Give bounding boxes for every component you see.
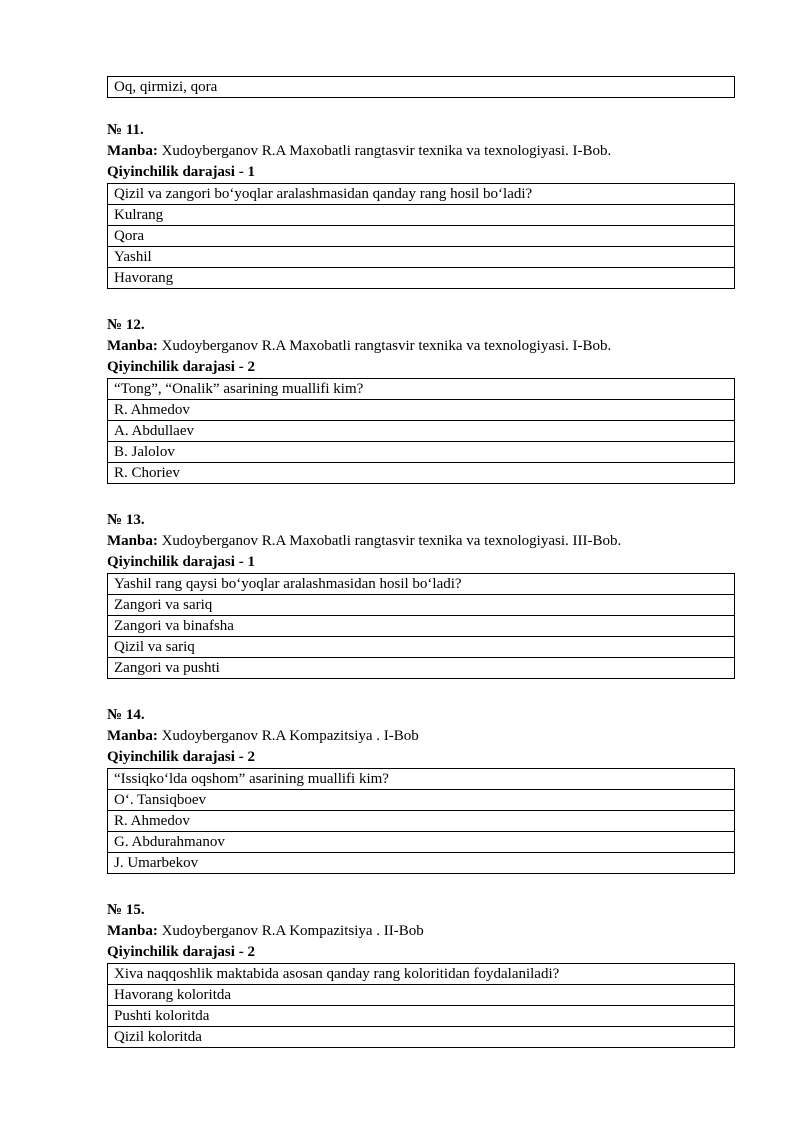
table-row [108, 853, 735, 874]
table-row [108, 1027, 735, 1048]
option-cell: Qizil va sariq [108, 637, 735, 658]
table-row [108, 964, 735, 985]
option-cell: R. Choriev [108, 463, 735, 484]
source-line [107, 726, 735, 747]
table-row [108, 379, 735, 400]
source-label: Manba: [107, 533, 158, 549]
option-cell: Oq, qirmizi, qora [108, 77, 735, 98]
difficulty-value: 2 [247, 944, 255, 960]
option-cell: Kulrang [108, 205, 735, 226]
option-cell: Havorang koloritda [108, 985, 735, 1006]
option-cell: R. Ahmedov [108, 811, 735, 832]
difficulty-label: Qiyinchilik darajasi - [107, 164, 248, 180]
source-label: Manba: [107, 143, 158, 159]
source-line [107, 921, 735, 942]
option-cell: Qora [108, 226, 735, 247]
difficulty-value: 2 [247, 749, 255, 765]
question-cell: Yashil rang qaysi bo‘yoqlar aralashmasidan hosil bo‘ladi? [108, 574, 735, 595]
source-line [107, 336, 735, 357]
source-text: Xudoyberganov R.A Maxobatli rangtasvir texnika va texnologiyasi. III-Bob. [161, 533, 622, 549]
source-text: Xudoyberganov R.A Kompazitsiya . II-Bob [161, 923, 424, 939]
option-cell: Pushti koloritda [108, 1006, 735, 1027]
option-cell: Zangori va pushti [108, 658, 735, 679]
source-line [107, 531, 735, 552]
table-row [108, 658, 735, 679]
question-block-12 [107, 315, 735, 484]
table-row [108, 790, 735, 811]
question-table [107, 378, 735, 484]
difficulty-line [107, 357, 735, 378]
source-text: Xudoyberganov R.A Kompazitsiya . I-Bob [161, 728, 419, 744]
difficulty-value: 1 [247, 164, 255, 180]
table-row [108, 247, 735, 268]
difficulty-line [107, 162, 735, 183]
source-line [107, 141, 735, 162]
difficulty-value: 2 [247, 359, 255, 375]
option-cell: G. Abdurahmanov [108, 832, 735, 853]
question-block-14 [107, 705, 735, 874]
table-row [108, 184, 735, 205]
option-cell: Zangori va sariq [108, 595, 735, 616]
option-cell: J. Umarbekov [108, 853, 735, 874]
question-block-15 [107, 900, 735, 1048]
source-text: Xudoyberganov R.A Maxobatli rangtasvir texnika va texnologiyasi. I-Bob. [161, 338, 612, 354]
table-row [108, 637, 735, 658]
option-cell: B. Jalolov [108, 442, 735, 463]
difficulty-line [107, 747, 735, 768]
question-cell: Xiva naqqoshlik maktabida asosan qanday rang koloritidan foydalaniladi? [108, 964, 735, 985]
option-cell: Yashil [108, 247, 735, 268]
option-cell: Qizil koloritda [108, 1027, 735, 1048]
difficulty-label: Qiyinchilik darajasi - [107, 359, 248, 375]
option-cell: A. Abdullaev [108, 421, 735, 442]
source-label: Manba: [107, 728, 158, 744]
table-row [108, 226, 735, 247]
question-number: № 13. [107, 512, 145, 528]
question-table [107, 183, 735, 289]
previous-question-table [107, 76, 735, 98]
table-row [108, 769, 735, 790]
option-cell: Havorang [108, 268, 735, 289]
table-row [108, 421, 735, 442]
table-row [108, 77, 735, 98]
difficulty-label: Qiyinchilik darajasi - [107, 554, 248, 570]
table-row [108, 595, 735, 616]
table-row [108, 205, 735, 226]
question-cell: “Issiqko‘lda oqshom” asarining muallifi kim? [108, 769, 735, 790]
table-row [108, 616, 735, 637]
table-row [108, 574, 735, 595]
source-label: Manba: [107, 338, 158, 354]
table-row [108, 400, 735, 421]
question-number: № 14. [107, 707, 145, 723]
table-row [108, 463, 735, 484]
question-table [107, 963, 735, 1048]
difficulty-line [107, 552, 735, 573]
source-text: Xudoyberganov R.A Maxobatli rangtasvir texnika va texnologiyasi. I-Bob. [161, 143, 612, 159]
question-cell: “Tong”, “Onalik” asarining muallifi kim? [108, 379, 735, 400]
difficulty-label: Qiyinchilik darajasi - [107, 749, 248, 765]
difficulty-label: Qiyinchilik darajasi - [107, 944, 248, 960]
question-table [107, 573, 735, 679]
option-cell: O‘. Tansiqboev [108, 790, 735, 811]
table-row [108, 1006, 735, 1027]
question-block-11 [107, 120, 735, 289]
table-row [108, 442, 735, 463]
question-number: № 12. [107, 317, 145, 333]
table-row [108, 985, 735, 1006]
question-cell: Qizil va zangori bo‘yoqlar aralashmasidan qanday rang hosil bo‘ladi? [108, 184, 735, 205]
question-number: № 15. [107, 902, 145, 918]
option-cell: R. Ahmedov [108, 400, 735, 421]
question-number: № 11. [107, 122, 144, 138]
difficulty-line [107, 942, 735, 963]
table-row [108, 811, 735, 832]
option-cell: Zangori va binafsha [108, 616, 735, 637]
question-table [107, 768, 735, 874]
table-row [108, 832, 735, 853]
table-row [108, 268, 735, 289]
source-label: Manba: [107, 923, 158, 939]
difficulty-value: 1 [247, 554, 255, 570]
question-block-13 [107, 510, 735, 679]
